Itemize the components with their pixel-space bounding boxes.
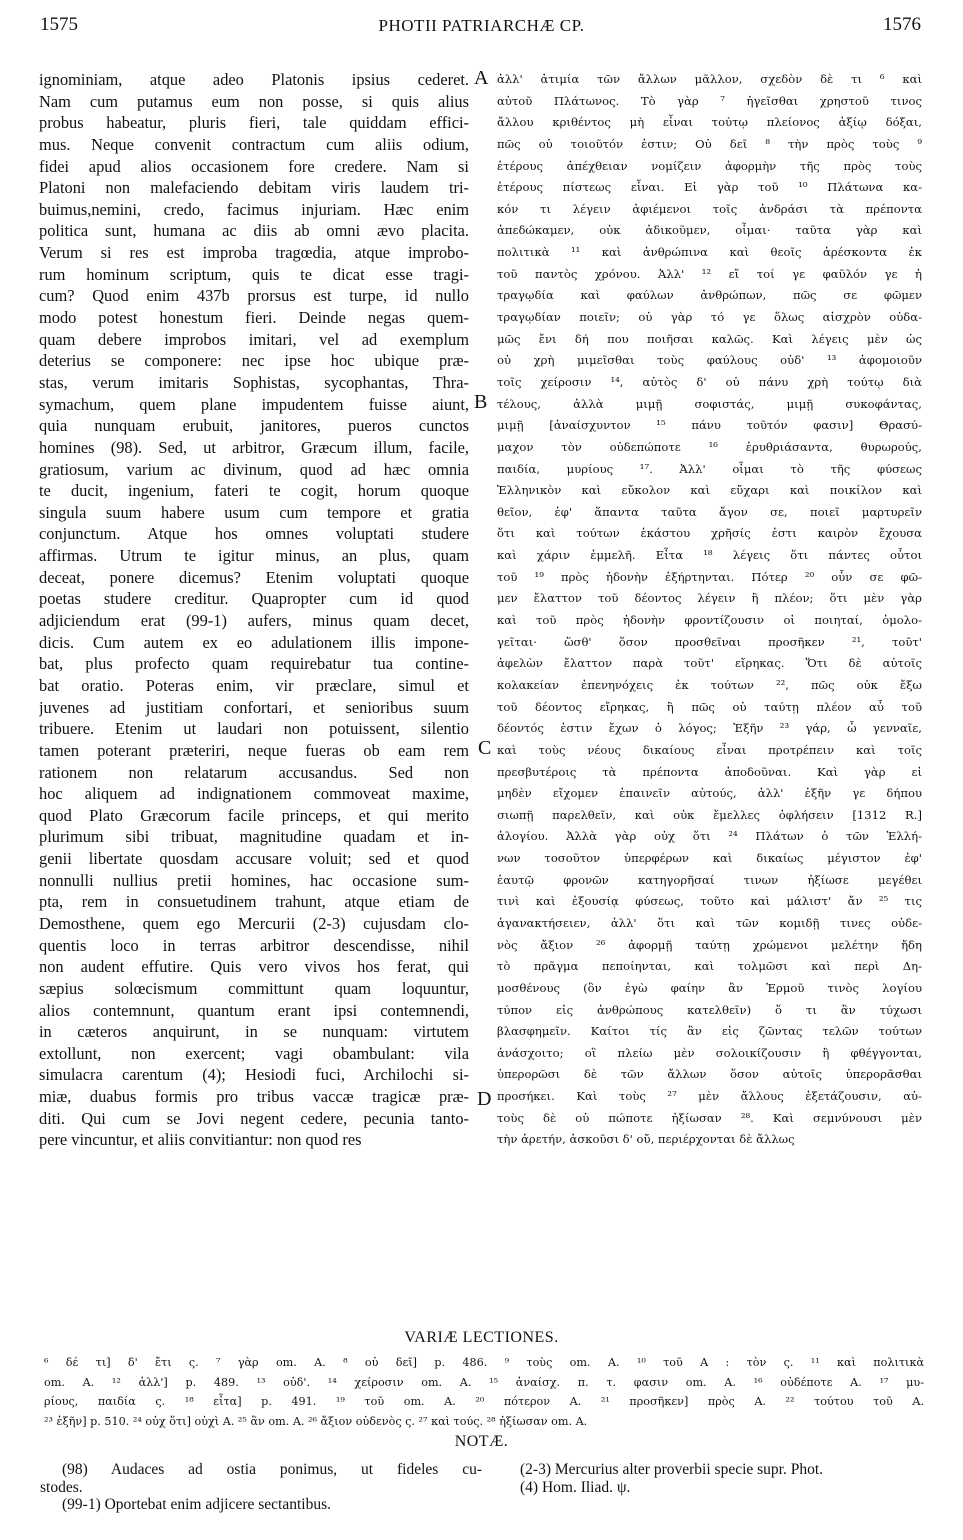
latin-line: bat, plus profecto quam requirebatur tua contine- <box>39 654 469 674</box>
latin-line: Demosthene, quem ego Mercurii (2-3) cujusdam clo- <box>39 913 469 933</box>
latin-line: quod Plato Græcorum facile princeps, et qui merito <box>39 805 469 825</box>
latin-line: adjiciendum erat (99-1) aufers, minus quam decet, <box>39 611 469 631</box>
greek-line: τοῦ ¹⁹ πρὸς ἡδονὴν ἐξήρτηνται. Πότερ ²⁰ οὖν σε φῶ- <box>497 569 922 584</box>
latin-line: conjunctum. Atque hos omnes voluptati studere <box>39 524 469 544</box>
greek-line: ἑαυτῷ φρονῶν κατηγορῆσαί τινων ἠξίωσε μεγέθει <box>497 872 922 887</box>
greek-line: ὅτι καὶ τούτων ἑκάστου χρῆσίς ἐστι καιρὸν ἔχουσα <box>497 526 922 541</box>
latin-line: nonnulli nullius pretii homines, hac occasione sum- <box>39 870 469 890</box>
latin-line: affirmas. Utrum te igitur minus, an plus, quam <box>39 546 469 566</box>
latin-line: sæpius solœcismum committunt quam loquuntur, <box>39 978 469 998</box>
latin-line: buimus,nemini, credo, facimus injuriam. Hæc enim <box>39 199 469 219</box>
latin-line: homines (98). Sed, ut arbitror, Græcum illum, facile, <box>39 437 469 457</box>
running-title: PHOTII PATRIARCHÆ CP. <box>378 16 585 35</box>
margin-marker-a: A <box>474 67 489 89</box>
greek-line: τέλους, ἀλλὰ μιμῇ σοφιστάς, μιμῇ συκοφάντας, <box>497 396 922 411</box>
greek-line: ὑπερορῶσι δὲ τῶν ἄλλων ὅσον αὐτοῖς ὑπερορᾶσθαι <box>497 1067 922 1082</box>
latin-line: alios contemnunt, quantum erant ipsi contemnendi, <box>39 1000 469 1020</box>
greek-line: τινὶ καὶ ἐξουσίᾳ φύσεως, τοῦτο καὶ μάλιστ' ἄν ²⁵ τις <box>497 894 922 909</box>
latin-line: in cæteros anquirunt, in se nunquam: virtutem <box>39 1022 469 1042</box>
greek-line: τὴν ἀρετήν, ἀσκοῦσι δ' οὔ, περιέρχονται δὲ ἄλλως <box>497 1132 795 1147</box>
latin-line: hoc aliquem ad indignationem commoveat maxime, <box>39 784 469 804</box>
page-number-right: 1576 <box>883 14 921 35</box>
greek-line: μαχον τὸν οὐδεπώποτε ¹⁶ ἐρυθριάσαντα, θυρωρούς, <box>497 439 922 454</box>
greek-line: τραγῳδίαν ποιεῖν; οὐ γὰρ τό γε ὅλως αἰσχρὸν οὐδα- <box>497 310 922 325</box>
greek-line: γεῖται· ὥσθ' ὅσον προσθεῖναι προσῆκεν ²¹, τοῦτ' <box>497 634 922 649</box>
greek-line: παιδία, μυρίους ¹⁷. Ἀλλ' οἶμαι τὸ τῆς φύσεως <box>497 461 922 476</box>
greek-line: μηδὲν εἴχομεν ἐπαινεῖν αὐτούς, ἀλλ' ἐξῆν γε δήπου <box>497 786 922 801</box>
latin-line: politica sunt, humana ac diis ab omni ævo placita. <box>39 221 469 241</box>
latin-line: juvenes ad justitiam confortari, et senioribus suum <box>39 697 469 717</box>
latin-line: non audent effutire. Quis vero vivos hos ferat, qui <box>39 957 469 977</box>
margin-marker-d: D <box>477 1088 492 1110</box>
greek-line: ἀλογίου. Ἀλλὰ γὰρ οὐχ ὅτι ²⁴ Πλάτων ὁ τῶν Ἑλλή- <box>497 829 922 844</box>
greek-line: τοῦ παντὸς χρόνου. Ἀλλ' ¹² εἴ τοί γε φαῦλόν γε ἡ <box>497 266 922 281</box>
notes-left-column <box>40 1461 482 1514</box>
greek-line: τραγῳδία καὶ φαύλων ἀνθρώπων, πῶς σε φῶμεν <box>497 288 922 303</box>
note-line: stodes. <box>40 1478 83 1496</box>
latin-line: Verum si res est improba tragœdia, atque improbo- <box>39 243 469 263</box>
greek-line: πῶς οὐ τοιοῦτόν ἐστιν; Οὐ δεῖ ⁸ τὴν πρὸς τοὺς ⁹ <box>497 136 922 151</box>
greek-line: νων τοσοῦτον ὑπερφέρων καὶ δικαίως μέγιστον ἐφ' <box>497 851 922 866</box>
greek-line: τοῖς χείροσιν ¹⁴, αὐτὸς δ' οὐ πάνυ χρὴ τούτῳ διὰ <box>497 374 922 389</box>
greek-line: τύπον εἰς ἀνθρώπους κατελθεῖν) ὅ τι ἂν τύχωσι <box>497 1002 922 1017</box>
latin-line: miæ, duabus formis pro tribus vaccæ tragicæ præ- <box>39 1087 469 1107</box>
greek-line: ἀφελὼν ἔλαττον παρὰ τοῦτ' εἴρηκας. Ὅτι δὲ αὐτοῖς <box>497 656 922 671</box>
variant-line: ²³ ἐξῆν] p. 510. ²⁴ οὐχ ὅτι] οὐχὶ A. ²⁵ ἂν om. A. ²⁶ ἄξιον οὐδενὸς ς. ²⁷ καὶ τούς. ²⁸ ἠξίωσαν om. A. <box>44 1414 588 1428</box>
greek-line: αὐτοῦ Πλάτωνος. Τὸ γὰρ ⁷ ἡγεῖσθαι χρηστοῦ τινος <box>497 93 922 108</box>
greek-line: ἀλλ' ἀτιμία τῶν ἄλλων μᾶλλον, σχεδὸν δὲ τι ⁶ καὶ <box>497 72 922 86</box>
greek-line: κολακείαν ἐπενηνόχεις ἐκ τούτων ²², πῶς οὐκ ἔξω <box>497 677 922 692</box>
latin-line: Nam cum putamus eum non posse, si quis alius <box>39 91 469 111</box>
latin-line: singula suum habere usum cum tempore et gratia <box>39 502 469 522</box>
greek-line: πολιτικὰ ¹¹ καὶ ἀνθρώπινα καὶ θεοῖς ἀρέσκοντα ἐκ <box>497 245 922 260</box>
latin-line: genii libertate quosdam accusare voluit; sed et quod <box>39 849 469 869</box>
greek-line: καὶ χάριν ἐμμελῆ. Εἶτα ¹⁸ λέγεις ὅτι πάντες οὗτοι <box>497 548 922 563</box>
greek-line: τοὺς δὲ οὐ πώποτε ἠξίωσαν ²⁸. Καὶ σεμνύνουσι μὲν <box>497 1110 922 1125</box>
latin-line: tamen poterant præteriri, neque fueras ob eam rem <box>39 740 469 760</box>
page-header <box>0 10 963 40</box>
latin-column <box>39 69 469 1151</box>
latin-line: probus habeatur, pluris fieri, tale quiddam effici- <box>39 113 469 133</box>
latin-line: quentis loco in terras arbitror descendisse, nihil <box>39 935 469 955</box>
greek-line: σιωπῇ παρελθεῖν, καὶ οὐκ ἔμελλες ὀφλήσειν [1312 R.] <box>497 807 922 822</box>
variant-line: ⁶ δέ τι] δ' ἔτι ς. ⁷ γὰρ om. A. ⁸ οὐ δεῖ] p. 486. ⁹ τοὺς om. A. ¹⁰ τοῦ A : τὸν ς. ¹¹ καὶ πολιτικὰ <box>44 1356 924 1369</box>
variae-lectiones <box>44 1353 924 1431</box>
latin-line: bat oratio. Poteras enim, vir præclare, simul et <box>39 675 469 695</box>
note-line: (2-3) Mercurius alter proverbii specie supr. Phot. <box>520 1461 824 1478</box>
greek-column <box>497 69 922 1151</box>
greek-line: δέοντός ἐστιν ἔχων ὁ λόγος; Ἐξῆν ²³ γάρ, ὦ γενναῖε, <box>497 721 922 736</box>
page-number-left: 1575 <box>40 14 78 35</box>
latin-line: mus. Neque convenit contractum cum aliis odium, <box>39 134 469 154</box>
variae-heading: VARIÆ LECTIONES. <box>404 1329 559 1346</box>
note-line: (4) Hom. Iliad. ψ. <box>520 1478 631 1496</box>
latin-line: deterius se componere: nec ipse hoc ubique præ- <box>39 351 469 371</box>
greek-line: βλασφημεῖν. Καίτοι τίς ἂν εἰς ζῶντας τελῶν τούτων <box>497 1024 922 1039</box>
margin-marker-c: C <box>478 737 492 759</box>
greek-line: ἄλλου κριθέντος μὴ εἶναι τούτῳ πλείονος ἀξίῳ δόξαι, <box>497 115 922 130</box>
latin-line: symachum, quem plane impudentem fuisse aiunt, <box>39 394 469 414</box>
greek-line: τοῦ δέοντος εἴρηκας, ἢ πῶς οὐ ταύτῃ πλέον αὖ τοῦ <box>497 699 922 714</box>
latin-line: modo potest honestum fieri. Deinde negas quem- <box>39 308 469 328</box>
latin-line: rationem non relatarum accusandus. Sed non <box>39 762 469 782</box>
latin-line: quam debere improbos imitari, vel ad exemplum <box>39 329 469 349</box>
greek-line: μῶς ἔνι δή που ποιῆσαι καλῶς. Καὶ λέγεις μὲν ὡς <box>497 331 922 346</box>
greek-line: νὸς ἄξιον ²⁶ ἀφορμῇ ταύτῃ χρώμενοι μελέτην ἤδη <box>497 937 922 952</box>
note-line: (98) Audaces ad ostia ponimus, ut fideles cu- <box>62 1461 482 1478</box>
latin-line: plurimum sibi tribuat, magnitudine quadam et in- <box>39 827 469 847</box>
greek-line: ἑτέρους ἀπέχθειαν νομίζειν ἀφορμὴν τῆς πρὸς τοὺς <box>497 158 922 173</box>
note-line: (99-1) Oportebat enim adjicere sectantibus. <box>62 1496 331 1513</box>
greek-line: οὐ χρὴ μιμεῖσθαι τοὺς φαύλους οὐδ' ¹³ ἀφομοιοῦν <box>497 353 922 368</box>
greek-line: μεν ἔλαττον τοῦ δέοντος λέγειν ἢ πλέον; ὅτι μὲν γὰρ <box>497 591 922 606</box>
greek-line: Ἑλληνικὸν καὶ εὔκολον καὶ εὔχαρι καὶ ποικίλον καὶ <box>497 483 922 498</box>
variant-line: om. A. ¹² ἀλλ'] p. 489. ¹³ οὐδ'. ¹⁴ χείροσιν om. A. ¹⁵ ἀναίσχ. π. τ. φασιν om. A. ¹⁶ οὐδέποτε A. ¹⁷ μυ- <box>44 1375 924 1389</box>
greek-line: καὶ τοῦ πρὸς ἡδονὴν φροντίζουσιν οἱ ποιηταί, ὁμολο- <box>497 613 922 628</box>
greek-line: προσήκει. Καὶ τοὺς ²⁷ μὲν ἄλλους ἐξετάζουσιν, αὐ- <box>497 1089 922 1104</box>
latin-line: cum? Quod enim 437b prorsus est turpe, id nullo <box>39 286 469 306</box>
latin-line: poetas studere creditur. Quapropter cum id quod <box>39 589 469 609</box>
notes-right-column <box>520 1461 920 1496</box>
latin-line: fidei apud alios occasionem fore credere. Nam si <box>39 156 469 176</box>
margin-marker-b: B <box>474 391 488 413</box>
latin-line: extollunt, non exercent; vagi obambulant: vila <box>39 1043 469 1063</box>
greek-line: ἑτέρους πίστεως εἶναι. Εἰ γὰρ τοῦ ¹⁰ Πλάτωνα κα- <box>497 180 922 195</box>
greek-line: ἀγανακτήσειεν, ἀλλ' ὅτι καὶ τῶν κομιδῇ τινες οὐδε- <box>497 915 922 930</box>
latin-line: rum hominum scriptum, quis te dicat esse tragi- <box>39 264 469 284</box>
variant-line: ρίους, παιδία ς. ¹⁸ εἶτα] p. 491. ¹⁹ τοῦ om. A. ²⁰ πότερον A. ²¹ προσῆκεν] πρὸς A. ²² τούτου τοῦ A. <box>44 1395 924 1408</box>
greek-line: μοσθένους (ὃν ἐγὼ φαίην ἂν Ἑρμοῦ τινὸς λογίου <box>497 980 922 995</box>
greek-line: θεῖον, ἐφ' ἅπαντα ταῦτα ἄγον σε, ποιεῖ μαρτυρεῖν <box>497 504 922 519</box>
latin-line: gratiosum, varium ac divinum, quod ad hæc omnia <box>39 459 469 479</box>
latin-line: pta, rem in consuetudinem trahunt, atque etiam de <box>39 892 469 912</box>
latin-line: quia nunquam erubuit, janitores, pueros cunctos <box>39 416 469 436</box>
latin-line: simulacra carentum (4); Hesiodi fuci, Archilochi si- <box>39 1065 469 1085</box>
greek-line: μιμῇ [ἀναίσχυντον ¹⁵ πάνυ τοῦτόν φασιν] Θρασύ- <box>497 418 922 433</box>
greek-line: κόν τι λέγειν ἀφιέμενοι τοῖς ἀνδράσι τὰ πρέποντα <box>497 201 922 216</box>
latin-line: dicis. Cum autem ex eo adulationem illis impone- <box>39 632 469 652</box>
latin-line: tribuere. Etenim ut laudari non potuissent, silentio <box>39 719 469 739</box>
greek-line: πρεσβυτέροις τὰ πρέποντα ἀποδοῦναι. Καὶ γὰρ εἰ <box>497 764 922 779</box>
latin-line: stas, verum imitaris Sophistas, sycophantas, Thra- <box>39 372 469 392</box>
latin-line: Platoni non malefaciendo debitam viris laudem tri- <box>39 178 469 198</box>
latin-line: diti. Qui cum se Jovi negent cedere, pecunia tanto- <box>39 1108 469 1128</box>
latin-line: te ducit, ingenium, fateri te cogit, horum quoque <box>39 481 469 501</box>
greek-line: τὸ πρᾶγμα πεποίηνται, καὶ τολμῶσι καὶ περὶ Δη- <box>497 959 922 974</box>
latin-line: deceat, ponere dicemus? Etenim voluptati quoque <box>39 567 469 587</box>
greek-line: καὶ τοὺς νέους δικαίους εἶναι προτρέπειν καὶ τοῖς <box>497 742 922 757</box>
greek-line: ἀπεδώκαμεν, οὐκ ἀδικοῦμεν, οἶμαι· ταῦτα γὰρ καὶ <box>497 223 922 238</box>
notae-heading: NOTÆ. <box>454 1433 509 1450</box>
latin-line: pere vincuntur, et aliis convitiantur: non quod res <box>39 1130 362 1150</box>
latin-line: ignominiam, atque adeo Platonis ipsius cederet. <box>39 70 469 89</box>
greek-line: ἀνάσχοιτο; οἳ πλείω μὲν σολοικίζουσιν ἢ φθέγγονται, <box>497 1045 922 1060</box>
